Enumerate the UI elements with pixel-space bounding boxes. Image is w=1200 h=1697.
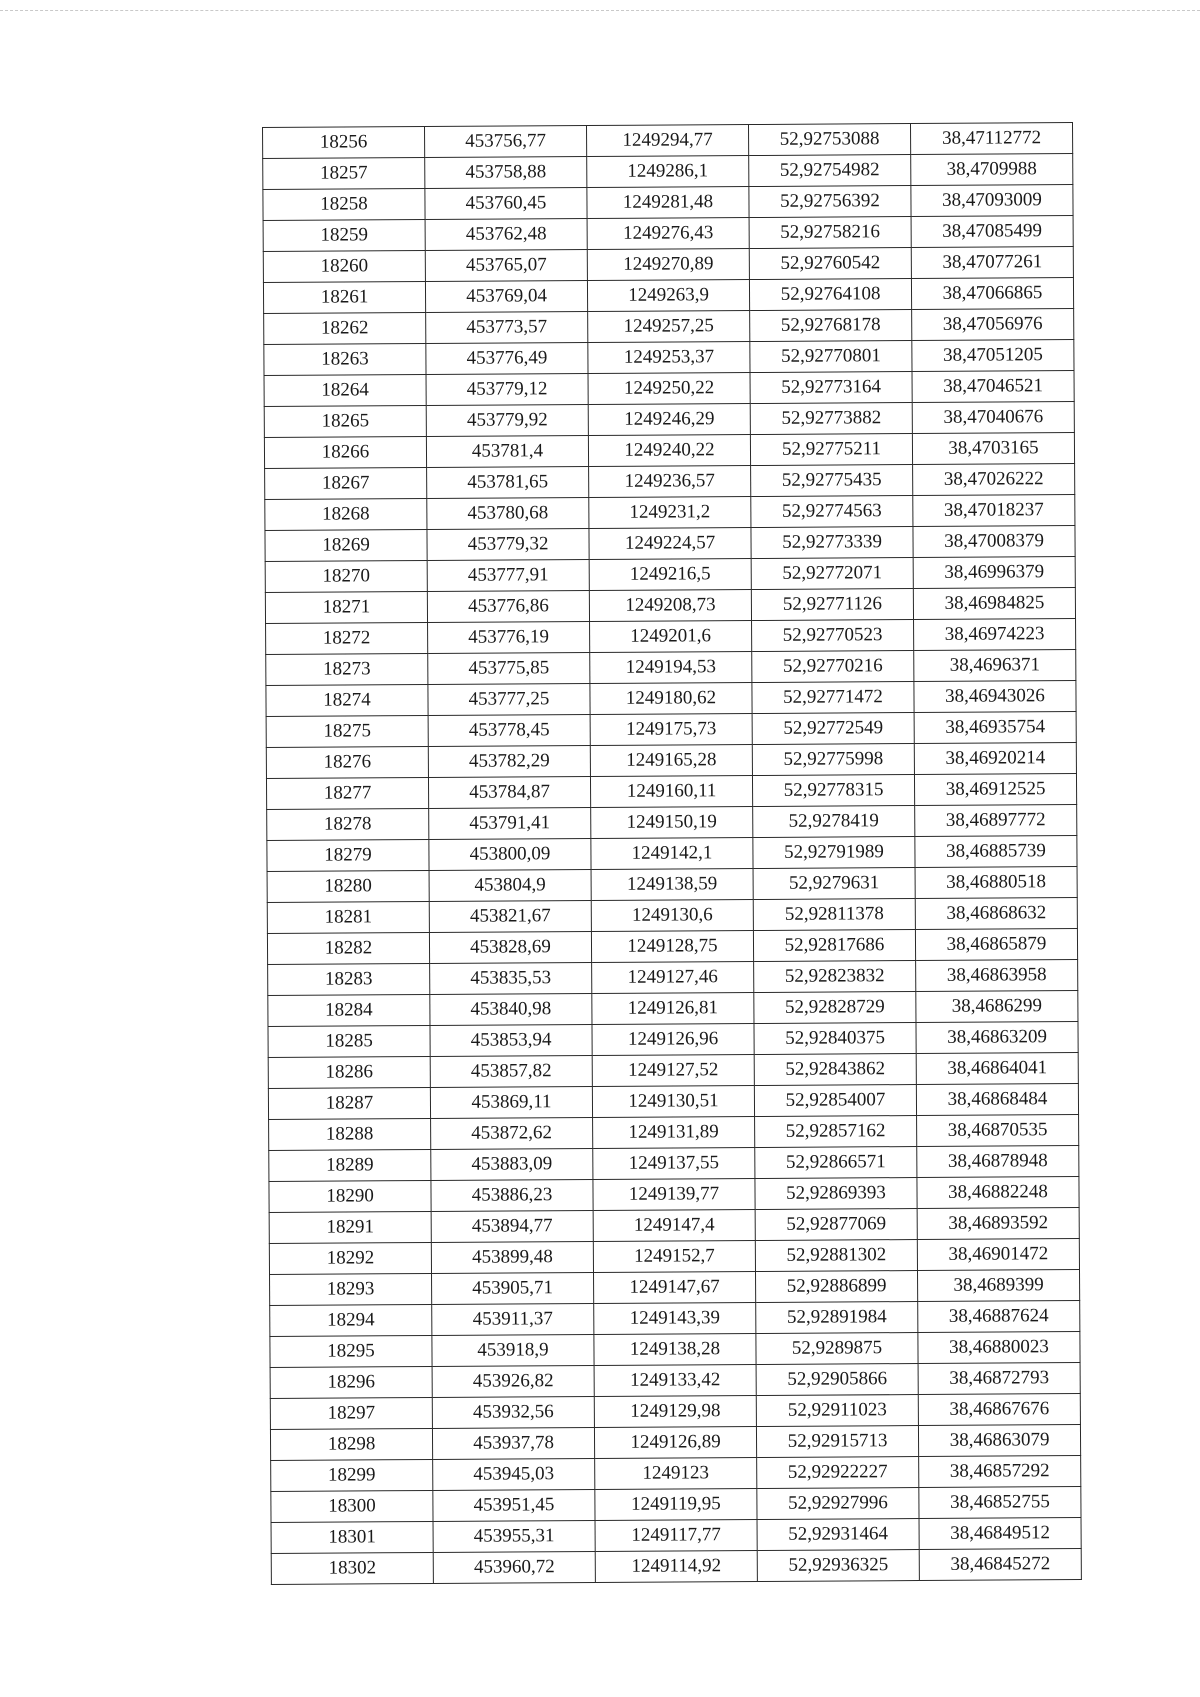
y-coordinate-cell: 1249123 (595, 1458, 757, 1490)
x-coordinate-cell: 453886,23 (431, 1179, 593, 1211)
latitude-cell: 52,92791989 (753, 837, 915, 869)
y-coordinate-cell: 1249224,57 (589, 528, 751, 560)
longitude-cell: 38,47077261 (911, 247, 1073, 279)
latitude-cell: 52,92915713 (756, 1426, 918, 1458)
x-coordinate-cell: 453894,77 (431, 1210, 593, 1242)
latitude-cell: 52,92771126 (751, 589, 913, 621)
longitude-cell: 38,47046521 (912, 371, 1074, 403)
point-number-cell: 18262 (264, 313, 426, 345)
y-coordinate-cell: 1249236,57 (589, 466, 751, 498)
point-number-cell: 18289 (269, 1149, 431, 1181)
table-row (267, 898, 1077, 934)
latitude-cell: 52,92773164 (750, 372, 912, 404)
latitude-cell: 52,92936325 (757, 1550, 919, 1582)
point-number-cell: 18278 (267, 808, 429, 840)
x-coordinate-cell: 453781,65 (427, 467, 589, 499)
x-coordinate-cell: 453776,49 (426, 343, 588, 375)
point-number-cell: 18261 (263, 282, 425, 314)
table-row (264, 340, 1074, 376)
y-coordinate-cell: 1249138,59 (591, 869, 753, 901)
x-coordinate-cell: 453775,85 (428, 653, 590, 685)
y-coordinate-cell: 1249208,73 (589, 590, 751, 622)
x-coordinate-cell: 453760,45 (425, 188, 587, 220)
point-number-cell: 18298 (270, 1428, 432, 1460)
point-number-cell: 18256 (263, 127, 425, 159)
y-coordinate-cell: 1249240,22 (588, 435, 750, 467)
x-coordinate-cell: 453955,31 (433, 1520, 595, 1552)
longitude-cell: 38,46974223 (914, 619, 1076, 651)
point-number-cell: 18271 (265, 591, 427, 623)
point-number-cell: 18282 (267, 932, 429, 964)
latitude-cell: 52,92764108 (749, 279, 911, 311)
coordinates-table-body (263, 123, 1082, 1585)
table-row (271, 1549, 1081, 1585)
table-row (264, 433, 1074, 469)
latitude-cell: 52,92775998 (752, 744, 914, 776)
longitude-cell: 38,4686299 (916, 991, 1078, 1023)
x-coordinate-cell: 453835,53 (430, 963, 592, 995)
y-coordinate-cell: 1249128,75 (591, 931, 753, 963)
x-coordinate-cell: 453911,37 (432, 1303, 594, 1335)
point-number-cell: 18281 (267, 901, 429, 933)
table-row (265, 495, 1075, 531)
point-number-cell: 18288 (269, 1118, 431, 1150)
longitude-cell: 38,46863079 (918, 1425, 1080, 1457)
table-row (271, 1487, 1081, 1523)
coordinates-table (262, 122, 1082, 1585)
table-row (269, 1239, 1079, 1275)
y-coordinate-cell: 1249270,89 (587, 249, 749, 281)
y-coordinate-cell: 1249126,81 (592, 993, 754, 1025)
latitude-cell: 52,92927996 (757, 1488, 919, 1520)
x-coordinate-cell: 453776,86 (427, 591, 589, 623)
longitude-cell: 38,46887624 (918, 1301, 1080, 1333)
y-coordinate-cell: 1249180,62 (590, 683, 752, 715)
table-row (268, 1053, 1078, 1089)
latitude-cell: 52,92817686 (753, 930, 915, 962)
x-coordinate-cell: 453784,87 (428, 777, 590, 809)
longitude-cell: 38,46897772 (915, 805, 1077, 837)
latitude-cell: 52,92772549 (752, 713, 914, 745)
y-coordinate-cell: 1249138,28 (594, 1334, 756, 1366)
latitude-cell: 52,9278419 (753, 806, 915, 838)
x-coordinate-cell: 453951,45 (433, 1489, 595, 1521)
x-coordinate-cell: 453905,71 (432, 1272, 594, 1304)
table-row (265, 588, 1075, 624)
y-coordinate-cell: 1249114,92 (595, 1551, 757, 1583)
table-row (271, 1518, 1081, 1554)
y-coordinate-cell: 1249152,7 (593, 1241, 755, 1273)
point-number-cell: 18270 (265, 560, 427, 592)
x-coordinate-cell: 453918,9 (432, 1334, 594, 1366)
x-coordinate-cell: 453960,72 (433, 1551, 595, 1583)
x-coordinate-cell: 453779,12 (426, 374, 588, 406)
latitude-cell: 52,92811378 (753, 899, 915, 931)
point-number-cell: 18287 (268, 1087, 430, 1119)
point-number-cell: 18258 (263, 189, 425, 221)
y-coordinate-cell: 1249216,5 (589, 559, 751, 591)
latitude-cell: 52,92823832 (754, 961, 916, 993)
table-row (263, 216, 1073, 252)
latitude-cell: 52,92911023 (756, 1395, 918, 1427)
x-coordinate-cell: 453791,41 (429, 808, 591, 840)
point-number-cell: 18283 (268, 963, 430, 995)
table-row (270, 1425, 1080, 1461)
table-row (269, 1115, 1079, 1151)
x-coordinate-cell: 453821,67 (429, 901, 591, 933)
y-coordinate-cell: 1249137,55 (593, 1148, 755, 1180)
latitude-cell: 52,92877069 (755, 1209, 917, 1241)
latitude-cell: 52,92886899 (756, 1271, 918, 1303)
longitude-cell: 38,46901472 (917, 1239, 1079, 1271)
longitude-cell: 38,46863958 (916, 960, 1078, 992)
x-coordinate-cell: 453800,09 (429, 839, 591, 871)
table-row (265, 464, 1075, 500)
point-number-cell: 18260 (263, 251, 425, 283)
longitude-cell: 38,46868484 (916, 1084, 1078, 1116)
longitude-cell: 38,46996379 (913, 557, 1075, 589)
table-row (267, 929, 1077, 965)
latitude-cell: 52,92843862 (754, 1054, 916, 1086)
latitude-cell: 52,92770216 (752, 651, 914, 683)
point-number-cell: 18273 (266, 653, 428, 685)
longitude-cell: 38,47066865 (911, 278, 1073, 310)
longitude-cell: 38,46880518 (915, 867, 1077, 899)
longitude-cell: 38,47051205 (912, 340, 1074, 372)
table-row (263, 154, 1073, 190)
longitude-cell: 38,46863209 (916, 1022, 1078, 1054)
x-coordinate-cell: 453945,03 (433, 1458, 595, 1490)
point-number-cell: 18302 (271, 1552, 433, 1584)
point-number-cell: 18295 (270, 1335, 432, 1367)
y-coordinate-cell: 1249246,29 (588, 404, 750, 436)
y-coordinate-cell: 1249281,48 (587, 187, 749, 219)
x-coordinate-cell: 453756,77 (425, 126, 587, 158)
x-coordinate-cell: 453779,92 (426, 405, 588, 437)
longitude-cell: 38,4689399 (917, 1270, 1079, 1302)
x-coordinate-cell: 453857,82 (430, 1056, 592, 1088)
point-number-cell: 18280 (267, 870, 429, 902)
table-row (265, 526, 1075, 562)
latitude-cell: 52,92881302 (755, 1240, 917, 1272)
table-row (263, 247, 1073, 283)
longitude-cell: 38,47026222 (913, 464, 1075, 496)
y-coordinate-cell: 1249143,39 (594, 1303, 756, 1335)
point-number-cell: 18301 (271, 1521, 433, 1553)
x-coordinate-cell: 453780,68 (427, 498, 589, 530)
y-coordinate-cell: 1249117,77 (595, 1520, 757, 1552)
x-coordinate-cell: 453932,56 (432, 1396, 594, 1428)
latitude-cell: 52,92768178 (750, 310, 912, 342)
point-number-cell: 18267 (265, 468, 427, 500)
y-coordinate-cell: 1249139,77 (593, 1179, 755, 1211)
table-row (264, 402, 1074, 438)
table-row (270, 1363, 1080, 1399)
table-row (264, 371, 1074, 407)
point-number-cell: 18269 (265, 529, 427, 561)
x-coordinate-cell: 453762,48 (425, 219, 587, 251)
longitude-cell: 38,4703165 (912, 433, 1074, 465)
point-number-cell: 18275 (266, 715, 428, 747)
y-coordinate-cell: 1249126,89 (594, 1427, 756, 1459)
table-row (267, 867, 1077, 903)
longitude-cell: 38,46849512 (919, 1518, 1081, 1550)
latitude-cell: 52,92753088 (748, 124, 910, 156)
table-row (264, 309, 1074, 345)
longitude-cell: 38,46857292 (919, 1456, 1081, 1488)
table-row (266, 681, 1076, 717)
y-coordinate-cell: 1249257,25 (588, 311, 750, 343)
x-coordinate-cell: 453899,48 (431, 1241, 593, 1273)
y-coordinate-cell: 1249127,46 (592, 962, 754, 994)
table-row (270, 1394, 1080, 1430)
point-number-cell: 18292 (269, 1242, 431, 1274)
y-coordinate-cell: 1249231,2 (589, 497, 751, 529)
table-row (266, 619, 1076, 655)
y-coordinate-cell: 1249130,51 (592, 1086, 754, 1118)
latitude-cell: 52,92854007 (754, 1085, 916, 1117)
point-number-cell: 18300 (271, 1490, 433, 1522)
longitude-cell: 38,4709988 (911, 154, 1073, 186)
y-coordinate-cell: 1249119,95 (595, 1489, 757, 1521)
point-number-cell: 18266 (264, 437, 426, 469)
latitude-cell: 52,92758216 (749, 217, 911, 249)
x-coordinate-cell: 453804,9 (429, 870, 591, 902)
table-row (266, 650, 1076, 686)
longitude-cell: 38,46912525 (914, 774, 1076, 806)
point-number-cell: 18264 (264, 375, 426, 407)
table-row (266, 774, 1076, 810)
longitude-cell: 38,47085499 (911, 216, 1073, 248)
point-number-cell: 18272 (266, 622, 428, 654)
table-row (267, 836, 1077, 872)
point-number-cell: 18259 (263, 220, 425, 252)
table-row (269, 1146, 1079, 1182)
y-coordinate-cell: 1249127,52 (592, 1055, 754, 1087)
table-row (271, 1456, 1081, 1492)
table-row (270, 1301, 1080, 1337)
x-coordinate-cell: 453777,25 (428, 684, 590, 716)
table-row (268, 1022, 1078, 1058)
latitude-cell: 52,92869393 (755, 1178, 917, 1210)
latitude-cell: 52,92778315 (752, 775, 914, 807)
y-coordinate-cell: 1249160,11 (590, 776, 752, 808)
y-coordinate-cell: 1249150,19 (591, 807, 753, 839)
latitude-cell: 52,9279631 (753, 868, 915, 900)
longitude-cell: 38,47112772 (910, 123, 1072, 155)
point-number-cell: 18290 (269, 1180, 431, 1212)
point-number-cell: 18268 (265, 499, 427, 531)
x-coordinate-cell: 453828,69 (429, 932, 591, 964)
longitude-cell: 38,46872793 (918, 1363, 1080, 1395)
latitude-cell: 52,92771472 (752, 682, 914, 714)
latitude-cell: 52,92931464 (757, 1519, 919, 1551)
longitude-cell: 38,46885739 (915, 836, 1077, 868)
x-coordinate-cell: 453778,45 (428, 715, 590, 747)
point-number-cell: 18297 (270, 1397, 432, 1429)
table-row (263, 185, 1073, 221)
table-row (265, 557, 1075, 593)
x-coordinate-cell: 453773,57 (426, 312, 588, 344)
longitude-cell: 38,46870535 (917, 1115, 1079, 1147)
y-coordinate-cell: 1249250,22 (588, 373, 750, 405)
y-coordinate-cell: 1249165,28 (590, 745, 752, 777)
y-coordinate-cell: 1249126,96 (592, 1024, 754, 1056)
longitude-cell: 38,4696371 (914, 650, 1076, 682)
table-row (263, 278, 1073, 314)
table-row (263, 123, 1073, 159)
latitude-cell: 52,92774563 (751, 496, 913, 528)
longitude-cell: 38,47018237 (913, 495, 1075, 527)
point-number-cell: 18257 (263, 158, 425, 190)
point-number-cell: 18276 (266, 746, 428, 778)
x-coordinate-cell: 453765,07 (425, 250, 587, 282)
latitude-cell: 52,92773882 (750, 403, 912, 435)
latitude-cell: 52,92754982 (749, 155, 911, 187)
x-coordinate-cell: 453781,4 (426, 436, 588, 468)
point-number-cell: 18285 (268, 1025, 430, 1057)
x-coordinate-cell: 453869,11 (430, 1086, 592, 1118)
y-coordinate-cell: 1249131,89 (593, 1117, 755, 1149)
y-coordinate-cell: 1249147,67 (594, 1272, 756, 1304)
latitude-cell: 52,92922227 (757, 1457, 919, 1489)
latitude-cell: 52,92866571 (755, 1147, 917, 1179)
longitude-cell: 38,47093009 (911, 185, 1073, 217)
latitude-cell: 52,9289875 (756, 1333, 918, 1365)
longitude-cell: 38,46920214 (914, 743, 1076, 775)
longitude-cell: 38,46852755 (919, 1487, 1081, 1519)
table-row (270, 1332, 1080, 1368)
latitude-cell: 52,92857162 (755, 1116, 917, 1148)
table-row (266, 712, 1076, 748)
latitude-cell: 52,92760542 (749, 248, 911, 280)
table-row (268, 991, 1078, 1027)
table-row (269, 1177, 1079, 1213)
longitude-cell: 38,46935754 (914, 712, 1076, 744)
y-coordinate-cell: 1249294,77 (586, 125, 748, 157)
x-coordinate-cell: 453883,09 (431, 1148, 593, 1180)
longitude-cell: 38,46864041 (916, 1053, 1078, 1085)
point-number-cell: 18296 (270, 1366, 432, 1398)
longitude-cell: 38,47040676 (912, 402, 1074, 434)
x-coordinate-cell: 453926,82 (432, 1365, 594, 1397)
x-coordinate-cell: 453769,04 (425, 281, 587, 313)
longitude-cell: 38,46865879 (915, 929, 1077, 961)
latitude-cell: 52,92891984 (756, 1302, 918, 1334)
x-coordinate-cell: 453777,91 (427, 560, 589, 592)
longitude-cell: 38,46880023 (918, 1332, 1080, 1364)
longitude-cell: 38,46878948 (917, 1146, 1079, 1178)
latitude-cell: 52,92775435 (751, 465, 913, 497)
latitude-cell: 52,92770523 (752, 620, 914, 652)
latitude-cell: 52,92775211 (750, 434, 912, 466)
x-coordinate-cell: 453840,98 (430, 994, 592, 1026)
y-coordinate-cell: 1249129,98 (594, 1396, 756, 1428)
latitude-cell: 52,92840375 (754, 1023, 916, 1055)
x-coordinate-cell: 453782,29 (428, 746, 590, 778)
x-coordinate-cell: 453776,19 (428, 622, 590, 654)
latitude-cell: 52,92773339 (751, 527, 913, 559)
y-coordinate-cell: 1249253,37 (588, 342, 750, 374)
scan-edge-line (0, 10, 1200, 11)
latitude-cell: 52,92770801 (750, 341, 912, 373)
y-coordinate-cell: 1249142,1 (591, 838, 753, 870)
table-row (270, 1270, 1080, 1306)
table-row (266, 743, 1076, 779)
table-row (269, 1208, 1079, 1244)
point-number-cell: 18263 (264, 344, 426, 376)
longitude-cell: 38,46882248 (917, 1177, 1079, 1209)
y-coordinate-cell: 1249147,4 (593, 1210, 755, 1242)
y-coordinate-cell: 1249175,73 (590, 714, 752, 746)
table-row (267, 805, 1077, 841)
longitude-cell: 38,46845272 (919, 1549, 1081, 1581)
point-number-cell: 18284 (268, 994, 430, 1026)
latitude-cell: 52,92905866 (756, 1364, 918, 1396)
longitude-cell: 38,46984825 (913, 588, 1075, 620)
y-coordinate-cell: 1249263,9 (587, 280, 749, 312)
latitude-cell: 52,92828729 (754, 992, 916, 1024)
y-coordinate-cell: 1249201,6 (590, 621, 752, 653)
point-number-cell: 18294 (270, 1304, 432, 1336)
longitude-cell: 38,47056976 (912, 309, 1074, 341)
point-number-cell: 18286 (268, 1056, 430, 1088)
point-number-cell: 18299 (271, 1459, 433, 1491)
y-coordinate-cell: 1249133,42 (594, 1365, 756, 1397)
y-coordinate-cell: 1249194,53 (590, 652, 752, 684)
table-row (268, 960, 1078, 996)
latitude-cell: 52,92772071 (751, 558, 913, 590)
longitude-cell: 38,46943026 (914, 681, 1076, 713)
table-row (268, 1084, 1078, 1120)
x-coordinate-cell: 453779,32 (427, 529, 589, 561)
point-number-cell: 18293 (270, 1273, 432, 1305)
x-coordinate-cell: 453937,78 (432, 1427, 594, 1459)
x-coordinate-cell: 453872,62 (431, 1117, 593, 1149)
x-coordinate-cell: 453853,94 (430, 1025, 592, 1057)
point-number-cell: 18277 (266, 777, 428, 809)
y-coordinate-cell: 1249286,1 (587, 156, 749, 188)
point-number-cell: 18279 (267, 839, 429, 871)
point-number-cell: 18265 (264, 406, 426, 438)
latitude-cell: 52,92756392 (749, 186, 911, 218)
y-coordinate-cell: 1249130,6 (591, 900, 753, 932)
point-number-cell: 18291 (269, 1211, 431, 1243)
y-coordinate-cell: 1249276,43 (587, 218, 749, 250)
longitude-cell: 38,47008379 (913, 526, 1075, 558)
longitude-cell: 38,46893592 (917, 1208, 1079, 1240)
longitude-cell: 38,46868632 (915, 898, 1077, 930)
longitude-cell: 38,46867676 (918, 1394, 1080, 1426)
point-number-cell: 18274 (266, 684, 428, 716)
x-coordinate-cell: 453758,88 (425, 157, 587, 189)
